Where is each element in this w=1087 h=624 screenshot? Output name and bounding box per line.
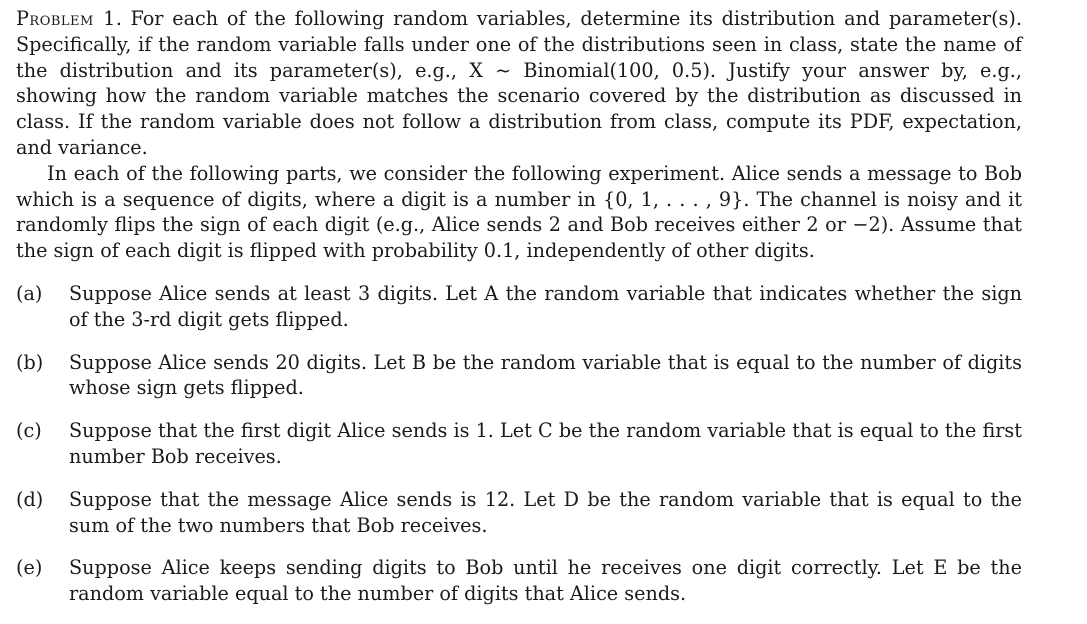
- part-marker: (a): [16, 281, 43, 305]
- part-marker: (b): [16, 350, 44, 374]
- parts-list: [16, 281, 1022, 607]
- list-item: [16, 487, 1022, 539]
- problem-intro-paragraph: [16, 6, 1022, 161]
- part-marker: (e): [16, 556, 43, 580]
- list-item: [16, 281, 1022, 333]
- part-text: Suppose Alice sends at least 3 digits. Let A the random variable that indicates whether the sign of the 3-rd digit gets flipped.: [69, 281, 1022, 331]
- part-text: Suppose Alice sends 20 digits. Let B be the random variable that is equal to the number of digits whose sign gets flipped.: [69, 350, 1022, 400]
- experiment-setup-paragraph: In each of the following parts, we consider the following experiment. Alice sends a message to Bob which is a sequence of digits, where a digit is a number in {0, 1, . . . , 9}. The channel is noisy and it randomly flips the sign of each digit (e.g., Alice sends 2 and Bob receives either 2 or −2). Assume that the sign of each digit is flipped with probability 0.1, independently of other digits.: [16, 161, 1022, 263]
- part-marker: (d): [16, 487, 44, 511]
- problem-intro-text: For each of the following random variables, determine its distribution and parameter(s). Specifically, if the random variable falls under one of the distributions seen in class, state the name of the distribution and its parameter(s), e.g., X ∼ Binomial(100, 0.5). Justify your answer by, e.g., showing how the random variable matches the scenario covered by the distribution as discussed in class. If the random variable does not follow a distribution from class, compute its PDF, expectation, and variance.: [16, 7, 1022, 159]
- part-text: Suppose that the message Alice sends is 12. Let D be the random variable that is equal to the sum of the two numbers that Bob receives.: [69, 487, 1022, 537]
- list-item: [16, 555, 1022, 607]
- part-text: Suppose Alice keeps sending digits to Bob until he receives one digit correctly. Let E be the random variable equal to the number of digits that Alice sends.: [69, 556, 1022, 606]
- part-text: Suppose that the first digit Alice sends is 1. Let C be the random variable that is equal to the first number Bob receives.: [69, 419, 1022, 468]
- list-item: [16, 350, 1022, 402]
- list-item: [16, 418, 1022, 470]
- problem-document: [16, 6, 1022, 624]
- part-marker: (c): [16, 419, 42, 443]
- problem-label: Problem 1.: [16, 7, 123, 30]
